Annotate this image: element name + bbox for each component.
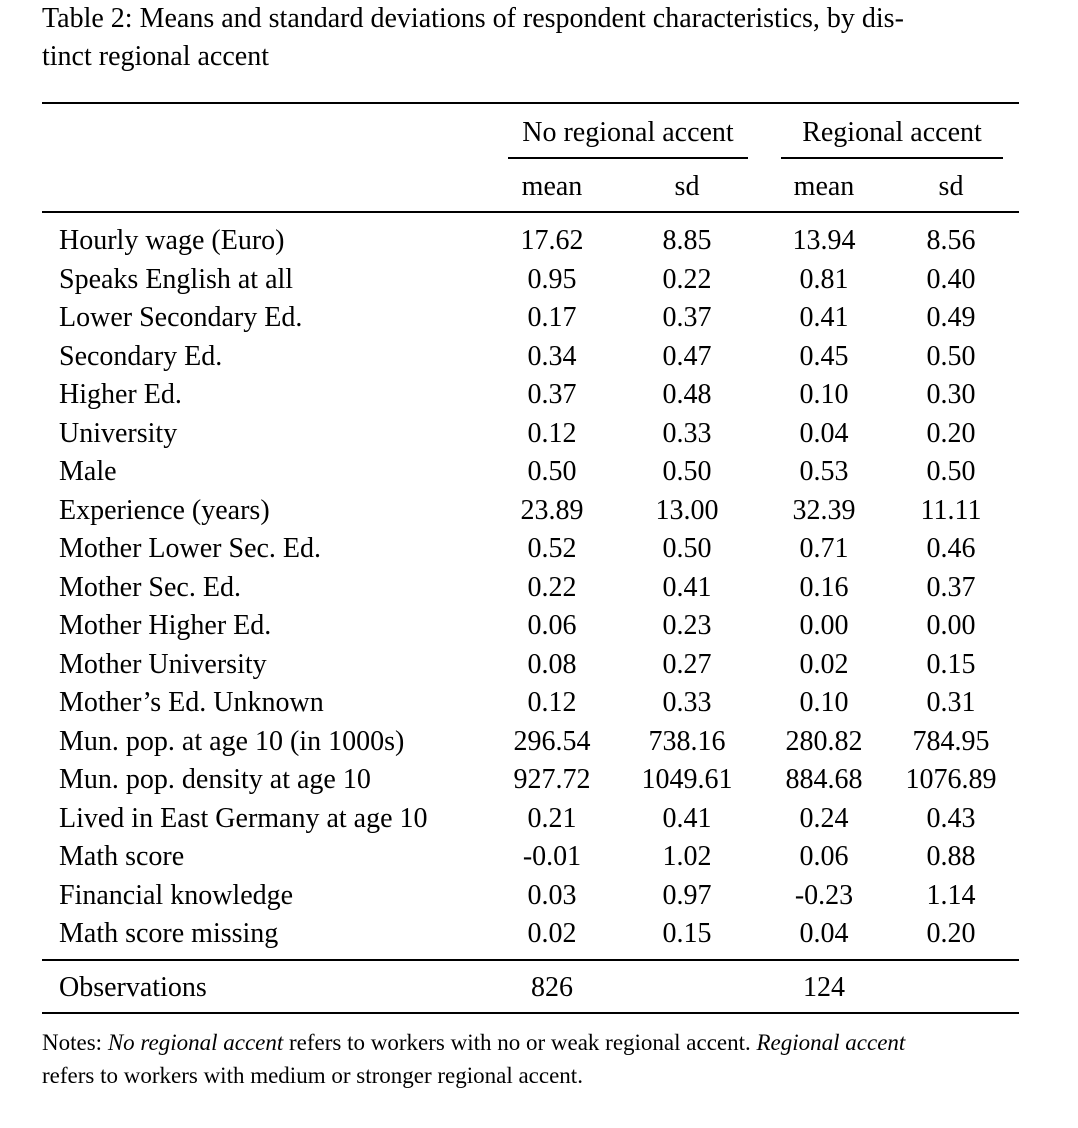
table-cell: 1.02	[662, 841, 712, 872]
table-cell: 0.52	[527, 533, 577, 564]
table-cell: 0.33	[662, 687, 712, 718]
table-cell: 0.17	[527, 302, 577, 333]
table-cell: 23.89	[520, 494, 584, 526]
table-cell: 0.21	[527, 802, 577, 834]
row-label: Secondary Ed.	[59, 340, 223, 372]
table-cell: 738.16	[648, 725, 726, 757]
row-label: Hourly wage (Euro)	[59, 225, 285, 256]
table-cell: 0.02	[527, 918, 577, 949]
table-cell: -0.23	[794, 879, 854, 911]
row-label: Lower Secondary Ed.	[59, 302, 303, 333]
table-cell: 0.43	[926, 802, 976, 834]
row-label: Mother University	[59, 648, 267, 680]
table-cell: 0.06	[527, 610, 577, 641]
table-cell: 0.49	[926, 302, 976, 333]
table-cell: 0.46	[926, 533, 976, 564]
row-label: University	[59, 417, 178, 449]
table-cell: 0.06	[799, 841, 849, 872]
table-cell: 0.50	[662, 456, 712, 487]
table-cell: 0.08	[527, 648, 577, 680]
table-cell: 32.39	[792, 494, 856, 526]
table-cell: 8.85	[662, 225, 712, 256]
notes-text-1: refers to workers with no or weak regional accent.	[283, 1030, 757, 1055]
observations-accent: 124	[803, 972, 845, 1003]
table-cell: 0.50	[662, 533, 712, 564]
table-cell: 0.37	[527, 379, 577, 410]
table-cell: 1049.61	[641, 764, 733, 795]
table-cell: 0.00	[799, 610, 849, 641]
observations-label: Observations	[59, 972, 207, 1003]
table-cell: 0.47	[662, 340, 712, 372]
observations-no-accent: 826	[531, 972, 573, 1003]
table-cell: 0.22	[527, 571, 577, 603]
table-cell: 13.94	[792, 225, 856, 256]
subheader-mean-no-accent: mean	[521, 171, 583, 202]
caption-line-1: Table 2: Means and standard deviations of respondent characteristics, by dis-	[42, 3, 904, 34]
notes-term-no-accent: No regional accent	[107, 1030, 284, 1055]
table-cell: 280.82	[785, 725, 863, 757]
table-cell: 0.33	[662, 417, 712, 449]
table-cell: 0.41	[662, 571, 712, 603]
table-cell: 13.00	[655, 494, 719, 526]
table-cell: 0.15	[662, 918, 712, 949]
row-label: Lived in East Germany at age 10	[59, 802, 428, 834]
row-label: Male	[59, 456, 117, 487]
table-cell: 884.68	[785, 764, 863, 795]
table-cell: 296.54	[513, 725, 591, 757]
table-cell: 0.81	[799, 263, 849, 295]
row-label: Mother Higher Ed.	[59, 610, 272, 641]
subheader-sd-accent: sd	[938, 171, 964, 202]
table-cell: 0.10	[799, 379, 849, 410]
table-cell: 784.95	[912, 725, 990, 757]
table-caption	[42, 0, 1042, 76]
table-cell: 0.00	[926, 610, 976, 641]
table-cell: 0.50	[527, 456, 577, 487]
table-cell: 0.22	[662, 263, 712, 295]
table-cell: 17.62	[520, 225, 584, 256]
row-label: Higher Ed.	[59, 379, 182, 410]
top-rule	[42, 102, 1019, 104]
group-header-accent: Regional accent	[802, 117, 982, 148]
table-cell: 0.16	[799, 571, 849, 603]
table-cell: 0.48	[662, 379, 712, 410]
group-header-no-accent: No regional accent	[522, 117, 734, 148]
caption-line-2: tinct regional accent	[42, 41, 269, 72]
table-notes	[42, 1026, 1052, 1092]
table-cell: 0.71	[799, 533, 849, 564]
table-cell: 0.88	[926, 841, 976, 872]
table-cell: 0.97	[662, 879, 712, 911]
table-cell: 0.20	[926, 417, 976, 449]
row-label: Mun. pop. density at age 10	[59, 764, 371, 795]
notes-prefix: Notes:	[42, 1030, 108, 1055]
table-cell: 0.03	[527, 879, 577, 911]
table-cell: 0.27	[662, 648, 712, 680]
table-cell: 0.15	[926, 648, 976, 680]
table-cell: 0.04	[799, 417, 849, 449]
table-cell: 927.72	[513, 764, 591, 795]
table-cell: 0.41	[799, 302, 849, 333]
table-cell: 0.30	[926, 379, 976, 410]
table-cell: 0.02	[799, 648, 849, 680]
row-label: Mother Sec. Ed.	[59, 571, 241, 603]
table-cell: 0.10	[799, 687, 849, 718]
table-cell: 0.34	[527, 340, 577, 372]
table-cell: 0.23	[662, 610, 712, 641]
row-label: Mun. pop. at age 10 (in 1000s)	[59, 725, 405, 757]
row-label: Math score	[59, 841, 185, 872]
group-rule-no-accent	[508, 157, 748, 159]
row-label: Math score missing	[59, 918, 279, 949]
table-cell: 0.31	[926, 687, 976, 718]
table-cell: -0.01	[522, 841, 582, 872]
table-cell: 0.45	[799, 340, 849, 372]
table-cell: 0.41	[662, 802, 712, 834]
table-cell: 1076.89	[905, 764, 997, 795]
row-label: Financial knowledge	[59, 879, 294, 911]
table-cell: 0.12	[527, 687, 577, 718]
subheader-mean-accent: mean	[793, 171, 855, 202]
table-cell: 11.11	[920, 494, 982, 526]
table-cell: 0.40	[926, 263, 976, 295]
table-cell: 0.37	[662, 302, 712, 333]
table-cell: 0.24	[799, 802, 849, 834]
table-cell: 0.95	[527, 263, 577, 295]
table-cell: 8.56	[926, 225, 976, 256]
subheader-sd-no-accent: sd	[674, 171, 700, 202]
table-cell: 0.53	[799, 456, 849, 487]
row-label: Speaks English at all	[59, 263, 294, 295]
row-label: Mother’s Ed. Unknown	[59, 687, 324, 718]
bottom-rule	[42, 1012, 1019, 1014]
notes-term-accent: Regional accent	[756, 1030, 906, 1055]
table-cell: 0.20	[926, 918, 976, 949]
table-cell: 0.50	[926, 456, 976, 487]
table-cell: 0.12	[527, 417, 577, 449]
table-cell: 0.04	[799, 918, 849, 949]
table-cell: 1.14	[926, 879, 976, 911]
table-cell: 0.50	[926, 340, 976, 372]
row-label: Mother Lower Sec. Ed.	[59, 533, 322, 564]
header-rule	[42, 211, 1019, 213]
table-cell: 0.37	[926, 571, 976, 603]
group-rule-accent	[781, 157, 1003, 159]
notes-text-2: refers to workers with medium or stronger regional accent.	[42, 1063, 583, 1088]
row-label: Experience (years)	[59, 494, 270, 526]
observations-rule	[42, 959, 1019, 961]
